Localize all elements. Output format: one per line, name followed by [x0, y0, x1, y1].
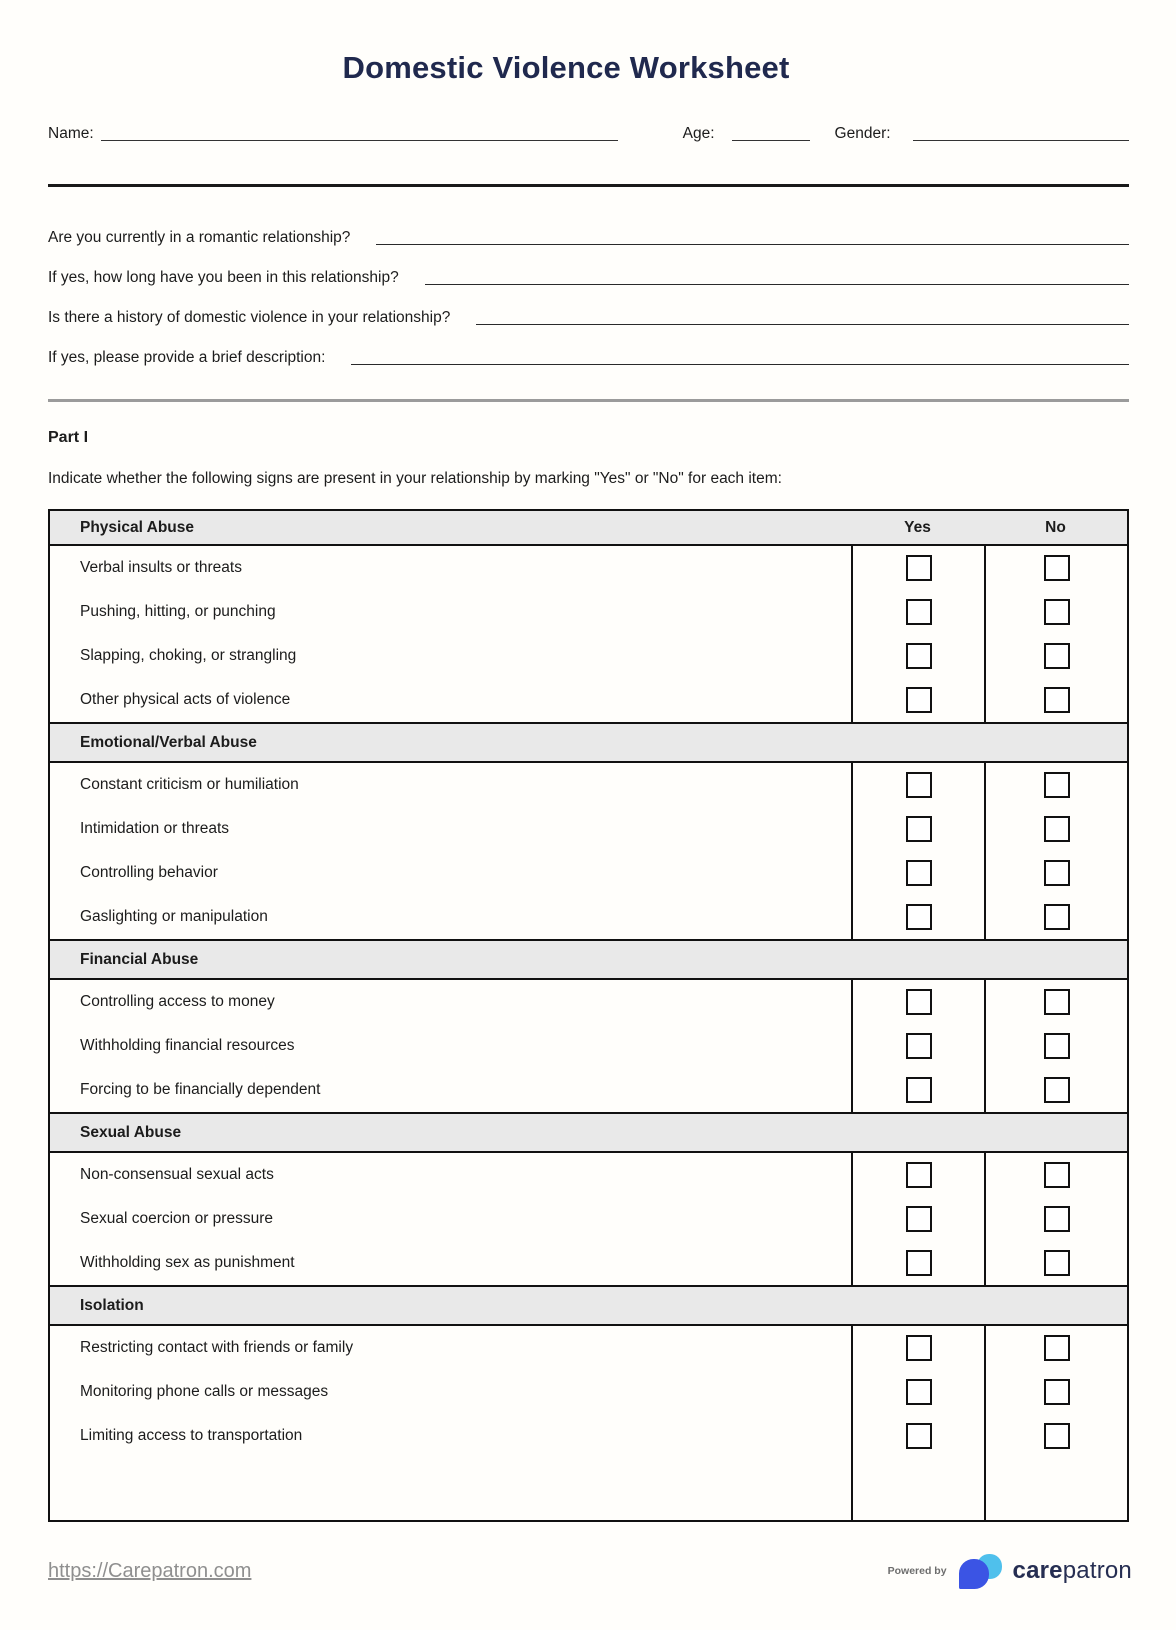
age-label: Age: — [682, 125, 715, 142]
powered-by-block — [888, 1552, 1132, 1590]
table-row — [50, 980, 851, 1024]
checkbox-cell — [986, 1197, 1127, 1241]
section-header — [50, 939, 1127, 980]
checkbox-cell — [986, 1068, 1127, 1112]
answer-line[interactable] — [476, 324, 1129, 325]
checkbox-cell — [853, 546, 984, 590]
section-title: Isolation — [80, 1296, 144, 1314]
section-title: Emotional/Verbal Abuse — [80, 733, 257, 751]
table-row — [50, 1068, 851, 1112]
question-row — [48, 308, 1129, 328]
question-label: If yes, how long have you been in this relationship? — [48, 269, 399, 286]
checkbox-cell — [986, 980, 1127, 1024]
checkbox-cell — [853, 590, 984, 634]
table-row — [50, 1024, 851, 1068]
table-row — [50, 1370, 851, 1414]
no-checkbox[interactable] — [1044, 1206, 1070, 1232]
yes-checkbox[interactable] — [906, 555, 932, 581]
checkbox-cell — [986, 590, 1127, 634]
checkbox-cell — [986, 807, 1127, 851]
question-label: Are you currently in a romantic relationship? — [48, 229, 351, 246]
checkbox-cell — [853, 980, 984, 1024]
no-checkbox[interactable] — [1044, 1423, 1070, 1449]
question-row — [48, 228, 1129, 248]
table-row — [50, 1414, 851, 1458]
checkbox-cell — [853, 634, 984, 678]
question-label: Is there a history of domestic violence in your relationship? — [48, 309, 451, 326]
checkbox-cell — [853, 1370, 984, 1414]
name-label: Name: — [48, 125, 94, 142]
item-label: Verbal insults or threats — [80, 559, 242, 576]
checkbox-cell — [853, 678, 984, 722]
yes-checkbox[interactable] — [906, 989, 932, 1015]
table-row — [50, 1197, 851, 1241]
carepatron-logo-icon — [959, 1552, 1005, 1590]
age-line[interactable] — [732, 140, 810, 141]
checkbox-cell — [853, 1024, 984, 1068]
checkbox-cell — [986, 1326, 1127, 1370]
signs-table — [48, 509, 1129, 1522]
table-row — [50, 1326, 851, 1370]
table-row — [50, 546, 851, 590]
yes-checkbox[interactable] — [906, 816, 932, 842]
yes-checkbox[interactable] — [906, 1033, 932, 1059]
yes-column-header: Yes — [904, 518, 931, 536]
section-body — [50, 980, 1127, 1112]
checkbox-cell — [986, 895, 1127, 939]
item-label: Slapping, choking, or strangling — [80, 647, 297, 664]
yes-checkbox[interactable] — [906, 1077, 932, 1103]
item-label: Sexual coercion or pressure — [80, 1210, 273, 1227]
section-header — [50, 722, 1127, 763]
yes-checkbox[interactable] — [906, 599, 932, 625]
checkbox-cell — [986, 763, 1127, 807]
no-checkbox[interactable] — [1044, 1162, 1070, 1188]
item-label: Other physical acts of violence — [80, 691, 291, 708]
checkbox-cell — [986, 634, 1127, 678]
no-checkbox[interactable] — [1044, 772, 1070, 798]
yes-checkbox[interactable] — [906, 1335, 932, 1361]
item-label: Intimidation or threats — [80, 820, 230, 837]
checkbox-cell — [853, 1153, 984, 1197]
checkbox-cell — [986, 851, 1127, 895]
section-body — [50, 763, 1127, 939]
checkbox-cell — [986, 1414, 1127, 1458]
section-divider — [48, 399, 1129, 402]
no-checkbox[interactable] — [1044, 860, 1070, 886]
no-checkbox[interactable] — [1044, 687, 1070, 713]
table-row — [50, 807, 851, 851]
question-label: If yes, please provide a brief description: — [48, 349, 326, 366]
item-label: Controlling behavior — [80, 864, 218, 881]
answer-line[interactable] — [425, 284, 1129, 285]
gender-line[interactable] — [913, 140, 1129, 141]
section-body — [50, 546, 1127, 722]
item-label: Gaslighting or manipulation — [80, 908, 268, 925]
no-checkbox[interactable] — [1044, 1077, 1070, 1103]
item-label: Withholding sex as punishment — [80, 1254, 295, 1271]
item-label: Pushing, hitting, or punching — [80, 603, 276, 620]
section-header: Physical Abuse — [80, 518, 195, 536]
table-row — [50, 895, 851, 939]
section-body — [50, 1326, 1127, 1520]
no-checkbox[interactable] — [1044, 989, 1070, 1015]
table-row — [50, 851, 851, 895]
table-row — [50, 1241, 851, 1285]
checkbox-cell — [986, 1024, 1127, 1068]
table-row — [50, 590, 851, 634]
identity-row — [48, 124, 1129, 144]
no-checkbox[interactable] — [1044, 904, 1070, 930]
item-label: Restricting contact with friends or family — [80, 1339, 354, 1356]
no-column-header: No — [1045, 518, 1066, 536]
checkbox-cell — [853, 1197, 984, 1241]
yes-checkbox[interactable] — [906, 1250, 932, 1276]
footer — [48, 1552, 1132, 1590]
checkbox-cell — [986, 678, 1127, 722]
checkbox-cell — [986, 546, 1127, 590]
table-row — [50, 1153, 851, 1197]
item-label: Controlling access to money — [80, 993, 275, 1010]
table-header-row — [50, 511, 1127, 546]
yes-checkbox[interactable] — [906, 860, 932, 886]
logo-bubble-dark — [959, 1559, 989, 1589]
no-checkbox[interactable] — [1044, 1250, 1070, 1276]
yes-checkbox[interactable] — [906, 1423, 932, 1449]
no-checkbox[interactable] — [1044, 1335, 1070, 1361]
checkbox-cell — [853, 1326, 984, 1370]
yes-checkbox[interactable] — [906, 772, 932, 798]
item-label: Withholding financial resources — [80, 1037, 295, 1054]
checkbox-cell — [853, 851, 984, 895]
no-checkbox[interactable] — [1044, 599, 1070, 625]
checkbox-cell — [986, 1153, 1127, 1197]
checkbox-cell — [986, 1241, 1127, 1285]
no-checkbox[interactable] — [1044, 643, 1070, 669]
gender-label: Gender: — [834, 125, 891, 142]
checkbox-cell — [853, 763, 984, 807]
checkbox-cell — [986, 1370, 1127, 1414]
section-title: Sexual Abuse — [80, 1123, 182, 1141]
item-label: Limiting access to transportation — [80, 1427, 303, 1444]
item-label: Non-consensual sexual acts — [80, 1166, 274, 1183]
checkbox-cell — [853, 1414, 984, 1458]
question-row — [48, 348, 1129, 368]
question-row — [48, 268, 1129, 288]
section-header — [50, 1112, 1127, 1153]
powered-by-label: Powered by — [887, 1565, 947, 1577]
section-title: Financial Abuse — [80, 950, 199, 968]
yes-checkbox[interactable] — [906, 1162, 932, 1188]
answer-line[interactable] — [351, 364, 1129, 365]
checkbox-cell — [853, 807, 984, 851]
carepatron-link[interactable]: https://Carepatron.com — [48, 1559, 252, 1582]
yes-checkbox[interactable] — [906, 1379, 932, 1405]
no-checkbox[interactable] — [1044, 1379, 1070, 1405]
yes-checkbox[interactable] — [906, 904, 932, 930]
item-label: Forcing to be financially dependent — [80, 1081, 321, 1098]
yes-checkbox[interactable] — [906, 643, 932, 669]
checkbox-cell — [853, 1068, 984, 1112]
item-label: Monitoring phone calls or messages — [80, 1383, 329, 1400]
part1-heading: Part I — [48, 429, 89, 446]
yes-checkbox[interactable] — [906, 1206, 932, 1232]
page-title: Domestic Violence Worksheet — [342, 50, 790, 85]
item-label: Constant criticism or humiliation — [80, 776, 299, 793]
answer-line[interactable] — [376, 244, 1129, 245]
part1-instruction: Indicate whether the following signs are present in your relationship by marking "Yes" or "No" for each item: — [48, 470, 782, 487]
no-checkbox[interactable] — [1044, 1033, 1070, 1059]
no-checkbox[interactable] — [1044, 555, 1070, 581]
yes-checkbox[interactable] — [906, 687, 932, 713]
table-row — [50, 763, 851, 807]
brand-patron: patron — [1062, 1557, 1132, 1584]
table-row — [50, 634, 851, 678]
header-divider — [48, 184, 1129, 187]
section-header — [50, 1285, 1127, 1326]
table-row — [50, 678, 851, 722]
no-checkbox[interactable] — [1044, 816, 1070, 842]
name-line[interactable] — [101, 140, 618, 141]
brand-care: care — [1012, 1557, 1063, 1584]
section-body — [50, 1153, 1127, 1285]
carepatron-wordmark — [1013, 1557, 1132, 1585]
checkbox-cell — [853, 1241, 984, 1285]
checkbox-cell — [853, 895, 984, 939]
